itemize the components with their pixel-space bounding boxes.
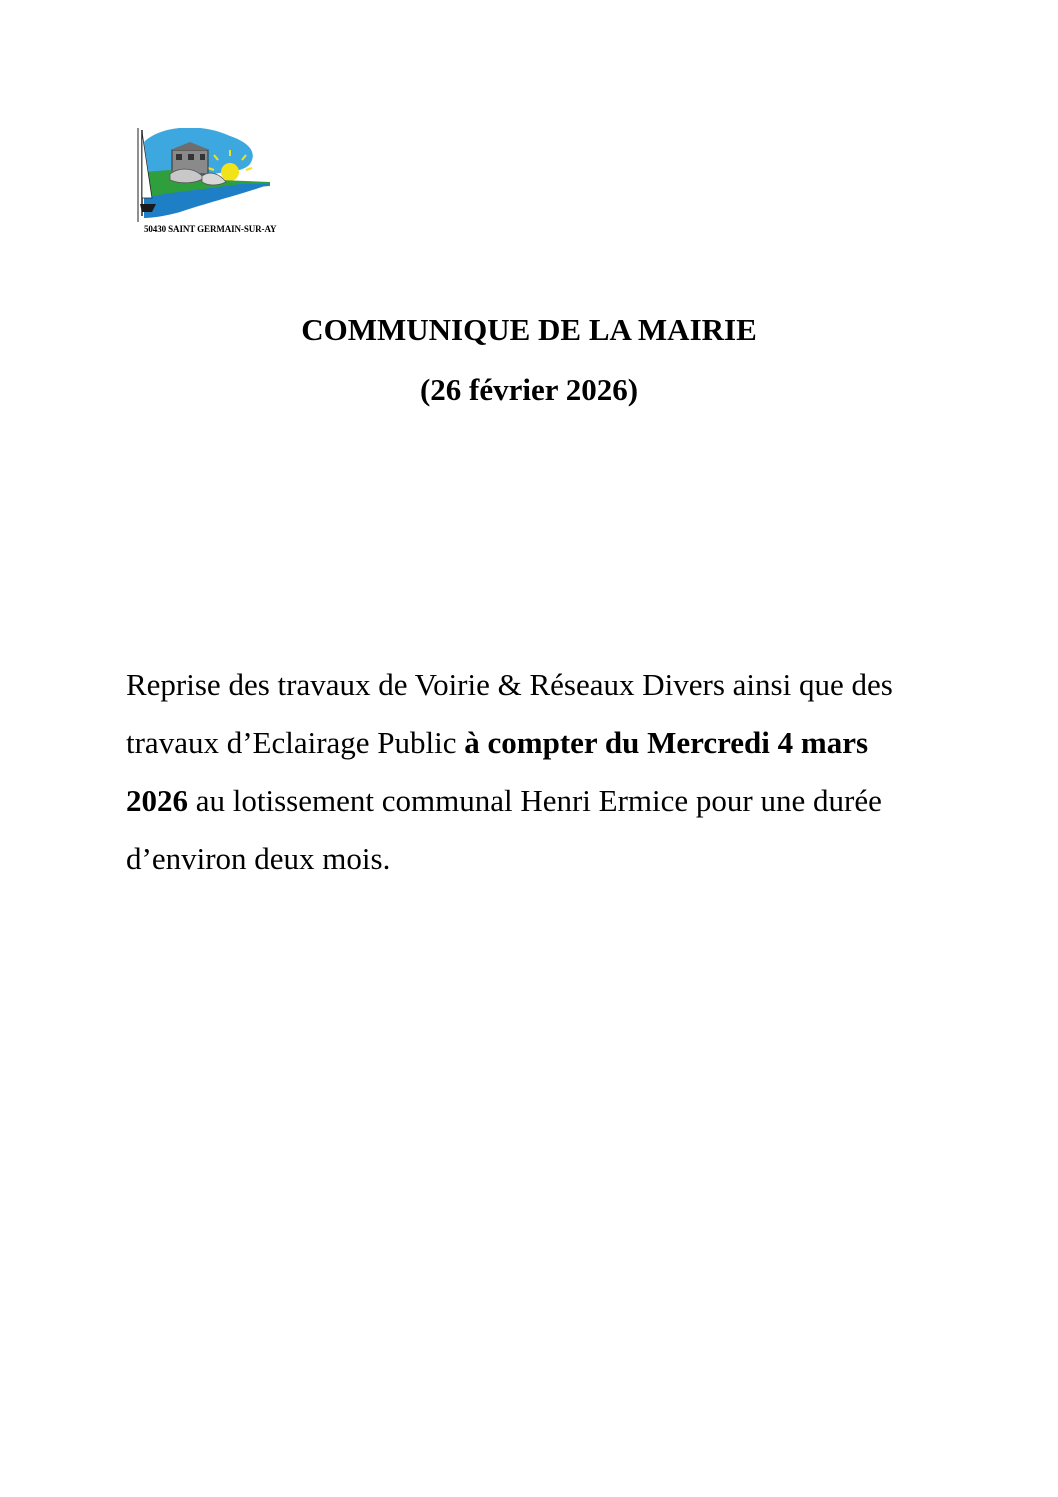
communique-title: COMMUNIQUE DE LA MAIRIE: [301, 312, 757, 347]
announcement-text-part1: Reprise des travaux de Voirie & Réseaux Divers ainsi que des travaux d’Eclairage Public: [126, 667, 893, 760]
logo-caption: 50430 SAINT GERMAIN-SUR-AY: [144, 224, 277, 234]
communique-date: (26 février 2026): [419, 372, 639, 407]
announcement-text-part2: au lotissement communal Henri Ermice pour une durée d’environ deux mois.: [126, 783, 882, 876]
announcement-date-emphasis: à compter du Mercredi 4 mars 2026: [126, 725, 869, 818]
announcement-paragraph: [126, 656, 926, 888]
municipal-logo: [130, 128, 278, 240]
logo-icon: [130, 128, 278, 224]
